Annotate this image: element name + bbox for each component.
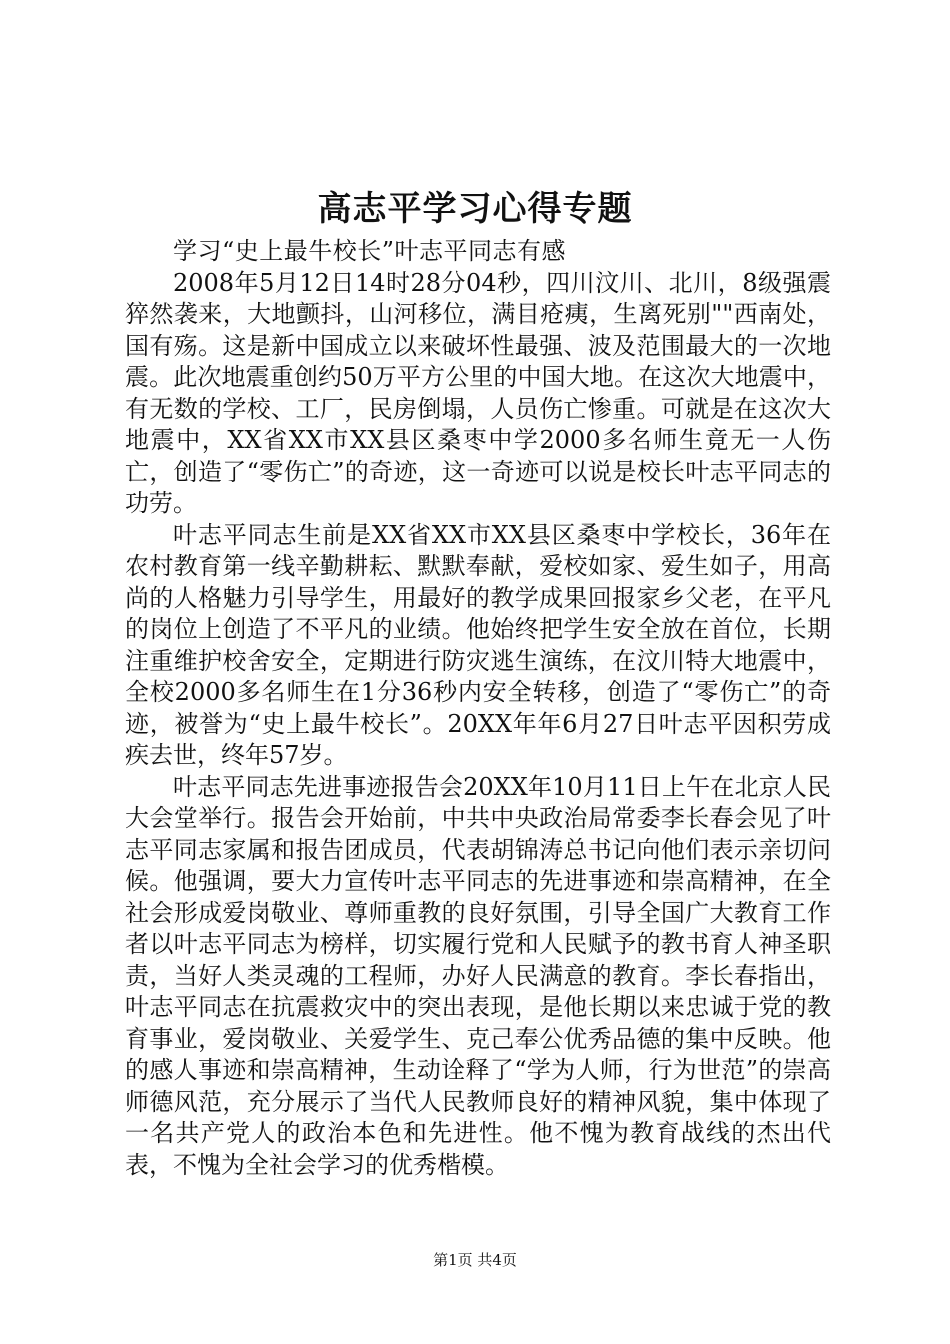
paragraph-1: 2008年5月12日14时28分04秒，四川汶川、北川，8级强震猝然袭来，大地颤抖，山河移位，满目疮痍，生离死别""西南处，国有殇。这是新中国成立以来破坏性最强、波及范围最大的一次地震。此次地震重创约50万平方公里的中国大地。在这次大地震中，有无数的学校、工厂，民房倒塌，人员伤亡惨重。可就是在这次大地震中，XX省XX市XX县区桑枣中学2000多名师生竟无一人伤亡，创造了“零伤亡”的奇迹，这一奇迹可以说是校长叶志平同志的功劳。 bbox=[125, 268, 831, 517]
paragraph-3: 叶志平同志先进事迹报告会20XX年10月11日上午在北京人民大会堂举行。报告会开始前，中共中央政治局常委李长春会见了叶志平同志家属和报告团成员，代表胡锦涛总书记向他们表示亲切问候。他强调，要大力宣传叶志平同志的先进事迹和崇高精神，在全社会形成爱岗敬业、尊师重教的良好氛围，引导全国广大教育工作者以叶志平同志为榜样，切实履行党和人民赋予的教书育人神圣职责，当好人类灵魂的工程师，办好人民满意的教育。李长春指出，叶志平同志在抗震救灾中的突出表现，是他长期以来忠诚于党的教育事业，爱岗敬业、关爱学生、克己奉公优秀品德的集中反映。他的感人事迹和崇高精神，生动诠释了“学为人师，行为世范”的崇高师德风范，充分展示了当代人民教师良好的精神风貌，集中体现了一名共产党人的政治本色和先进性。他不愧为教育战线的杰出代表，不愧为全社会学习的优秀楷模。 bbox=[125, 772, 831, 1179]
paragraph-2: 叶志平同志生前是XX省XX市XX县区桑枣中学校长，36年在农村教育第一线辛勤耕耘、默默奉献，爱校如家、爱生如子，用高尚的人格魅力引导学生，用最好的教学成果回报家乡父老，在平凡的岗位上创造了不平凡的业绩。他始终把学生安全放在首位，长期注重维护校舍安全，定期进行防灾逃生演练，在汶川特大地震中，全校2000多名师生在1分36秒内安全转移，创造了“零伤亡”的奇迹，被誉为“史上最牛校长”。20XX年年6月27日叶志平因积劳成疾去世，终年57岁。 bbox=[125, 520, 831, 769]
page-number-footer: 第1页 共4页 bbox=[433, 1251, 517, 1269]
document-subtitle: 学习“史上最牛校长”叶志平同志有感 bbox=[173, 237, 567, 265]
document-title: 高志平学习心得专题 bbox=[317, 189, 633, 229]
document-body bbox=[125, 236, 831, 1181]
